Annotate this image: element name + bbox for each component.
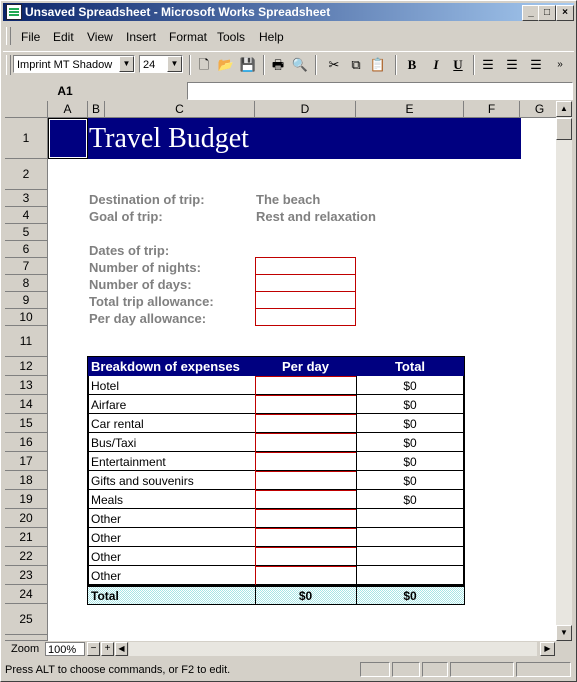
total-divider	[255, 585, 256, 604]
column-divider	[356, 414, 357, 433]
days-label: Number of days:	[89, 277, 192, 292]
row-header-7[interactable]: 7	[5, 258, 48, 275]
new-document-icon[interactable]: 🗋	[198, 57, 210, 72]
expense-item: Car rental	[91, 417, 144, 431]
column-header-a[interactable]: A	[48, 101, 88, 118]
per-day-input-cell[interactable]	[255, 395, 357, 415]
scroll-down-button[interactable]: ▼	[556, 625, 572, 641]
status-panel	[516, 662, 571, 677]
row-header-9[interactable]: 9	[5, 292, 48, 309]
cell-reference[interactable]: A1	[57, 84, 73, 98]
expense-item: Bus/Taxi	[91, 436, 137, 450]
row-header-18[interactable]: 18	[5, 471, 48, 490]
per-day-input-cell[interactable]	[255, 433, 357, 453]
expense-item: Other	[91, 512, 122, 526]
expense-item: Meals	[91, 493, 124, 507]
expense-total: $0	[403, 398, 417, 412]
status-panel	[392, 662, 420, 677]
window-title: Unsaved Spreadsheet - Microsoft Works Spreadsheet	[25, 5, 331, 19]
zoom-in-button[interactable]: +	[101, 642, 114, 656]
font-name-value: Imprint MT Shadow	[17, 59, 113, 71]
column-divider	[356, 509, 357, 528]
expense-item: Airfare	[91, 398, 127, 412]
expense-item: Entertainment	[91, 455, 166, 469]
per-day-input-cell[interactable]	[255, 452, 357, 472]
column-header-c[interactable]: C	[105, 101, 255, 118]
row-header-10[interactable]: 10	[5, 309, 48, 326]
destination-label: Destination of trip:	[89, 192, 205, 207]
row-header-12[interactable]: 12	[5, 357, 48, 376]
row-header-14[interactable]: 14	[5, 395, 48, 414]
row-header-20[interactable]: 20	[5, 509, 48, 528]
align-right-icon[interactable]: ☰	[530, 57, 542, 72]
zoom-label: Zoom	[11, 643, 40, 655]
zoom-out-button[interactable]: −	[87, 642, 100, 656]
column-divider	[356, 471, 357, 490]
align-center-icon[interactable]: ☰	[506, 57, 518, 72]
font-size-value: 24	[143, 59, 156, 71]
font-name-select[interactable]	[13, 55, 135, 73]
row-header-2[interactable]: 2	[5, 159, 48, 190]
goal-value[interactable]: Rest and relaxation	[256, 209, 376, 224]
row-header-8[interactable]: 8	[5, 275, 48, 292]
scroll-left-button[interactable]: ◀	[115, 642, 128, 656]
menu-insert[interactable]: Insert	[126, 30, 157, 44]
row-header-6[interactable]: 6	[5, 241, 48, 258]
status-text: Press ALT to choose commands, or F2 to edit.	[5, 664, 231, 676]
nights-input-cell[interactable]	[255, 257, 356, 275]
per-day-input-cell[interactable]	[255, 509, 357, 529]
column-divider	[356, 433, 357, 452]
sheet-title: Travel Budget	[89, 123, 249, 154]
row-header-23[interactable]: 23	[5, 566, 48, 585]
expense-total: $0	[403, 455, 417, 469]
horizontal-bar	[5, 641, 572, 658]
copy-icon[interactable]: ⧉	[351, 57, 361, 72]
status-bar	[2, 661, 573, 679]
menu-view[interactable]: View	[87, 30, 113, 44]
font-size-select[interactable]	[139, 55, 183, 73]
dates-label: Dates of trip:	[89, 243, 170, 258]
expense-item: Hotel	[91, 379, 120, 393]
zoom-value[interactable]: 100%	[45, 642, 85, 656]
spreadsheet-grid[interactable]	[5, 101, 556, 641]
expense-item: Gifts and souvenirs	[91, 474, 194, 488]
row-header-4[interactable]: 4	[5, 207, 48, 224]
row-header-22[interactable]: 22	[5, 547, 48, 566]
toolbar-separator	[189, 55, 191, 75]
vertical-scrollbar[interactable]	[556, 101, 572, 641]
status-panel	[360, 662, 390, 677]
per-day-input-cell[interactable]	[255, 547, 357, 567]
total-divider	[356, 585, 357, 604]
spreadsheet-app-icon[interactable]	[6, 4, 22, 20]
per-day-input-cell[interactable]	[255, 528, 357, 548]
row-header-21[interactable]: 21	[5, 528, 48, 547]
per-day-input-cell[interactable]	[255, 566, 357, 586]
toolbar-separator	[263, 55, 265, 75]
header-per-day: Per day	[282, 359, 329, 374]
toolbar-separator	[315, 55, 317, 75]
expense-total: $0	[403, 379, 417, 393]
menubar-grip	[6, 27, 11, 45]
underline-icon[interactable]: U	[453, 57, 463, 72]
column-divider	[356, 566, 357, 585]
column-divider	[356, 452, 357, 471]
column-divider	[356, 395, 357, 414]
align-left-icon[interactable]: ☰	[482, 57, 494, 72]
expense-total: $0	[403, 493, 417, 507]
open-folder-icon[interactable]: 📂	[217, 57, 235, 72]
expense-item: Other	[91, 569, 122, 583]
formula-bar	[3, 81, 574, 101]
expense-item: Other	[91, 550, 122, 564]
header-breakdown: Breakdown of expenses	[91, 359, 240, 374]
total-per-day: $0	[298, 589, 313, 603]
menu-tools[interactable]: Tools	[217, 30, 246, 44]
print-preview-icon[interactable]: 🔍	[291, 57, 309, 72]
menu-edit[interactable]: Edit	[53, 30, 74, 44]
nights-label: Number of nights:	[89, 260, 201, 275]
column-header-f[interactable]: F	[464, 101, 520, 118]
scroll-right-button[interactable]: ▶	[540, 642, 555, 656]
toolbar-grip	[6, 55, 11, 75]
column-header-d[interactable]: D	[255, 101, 356, 118]
print-icon[interactable]: 🖶	[271, 57, 285, 72]
chevron-down-icon[interactable]: ▼	[119, 56, 134, 72]
paste-icon[interactable]: 📋	[369, 57, 387, 72]
maximize-button[interactable]: □	[538, 5, 556, 21]
per-day-allowance-label: Per day allowance:	[89, 311, 207, 326]
row-header-3[interactable]: 3	[5, 190, 48, 207]
days-input-cell[interactable]	[255, 274, 356, 292]
row-header-24[interactable]: 24	[5, 585, 48, 604]
close-button[interactable]: ×	[556, 5, 574, 21]
per-day-input-cell[interactable]	[255, 471, 357, 491]
active-cell-a1[interactable]	[48, 118, 88, 159]
row-header-25[interactable]: 25	[5, 604, 48, 635]
expense-total: $0	[403, 436, 417, 450]
allowance-label: Total trip allowance:	[89, 294, 214, 309]
toolbar-separator	[395, 55, 397, 75]
menu-bar	[3, 25, 574, 47]
menu-file[interactable]: File	[21, 30, 41, 44]
allowance-input-cell[interactable]	[255, 291, 356, 309]
column-header-e[interactable]: E	[356, 101, 464, 118]
select-all-corner[interactable]	[5, 101, 48, 118]
formula-input[interactable]	[187, 82, 573, 100]
total-label: Total	[91, 589, 119, 603]
per-day-input-cell[interactable]	[255, 490, 357, 510]
column-divider	[356, 528, 357, 547]
row-header-16[interactable]: 16	[5, 433, 48, 452]
expense-total: $0	[403, 474, 417, 488]
horizontal-scroll-track[interactable]	[129, 642, 537, 656]
chevron-down-icon[interactable]: ▼	[167, 56, 182, 72]
row-header-15[interactable]: 15	[5, 414, 48, 433]
row-header-17[interactable]: 17	[5, 452, 48, 471]
column-divider	[356, 490, 357, 509]
toolbar-separator	[473, 55, 475, 75]
minimize-button[interactable]: _	[522, 5, 540, 21]
row-header-19[interactable]: 19	[5, 490, 48, 509]
header-total: Total	[394, 359, 426, 374]
menu-format[interactable]: Format	[169, 30, 208, 44]
row-header-11[interactable]: 11	[5, 326, 48, 357]
column-header-b[interactable]: B	[88, 101, 105, 118]
bold-icon[interactable]: B	[407, 57, 417, 72]
total-total: $0	[403, 589, 417, 603]
italic-icon[interactable]: I	[433, 57, 439, 72]
scroll-up-button[interactable]: ▲	[556, 101, 572, 117]
expense-item: Other	[91, 531, 122, 545]
per-day-allowance-input-cell[interactable]	[255, 308, 356, 326]
per-day-input-cell[interactable]	[255, 414, 357, 434]
row-header-13[interactable]: 13	[5, 376, 48, 395]
per-day-input-cell[interactable]	[255, 376, 357, 396]
column-divider	[356, 376, 357, 395]
row-header-5[interactable]: 5	[5, 224, 48, 241]
goal-label: Goal of trip:	[89, 209, 163, 224]
toolbar-overflow-icon[interactable]: »	[557, 59, 563, 70]
status-panel	[422, 662, 448, 677]
destination-value[interactable]: The beach	[256, 192, 321, 207]
toolbar	[3, 51, 574, 78]
row-header-1[interactable]: 1	[5, 118, 48, 159]
scroll-thumb[interactable]	[556, 118, 572, 140]
column-header-g[interactable]: G	[520, 101, 556, 118]
status-panel	[450, 662, 514, 677]
expense-total: $0	[403, 417, 417, 431]
cut-icon[interactable]: ✂	[328, 57, 340, 72]
menu-help[interactable]: Help	[259, 30, 284, 44]
title-bar[interactable]	[3, 3, 574, 21]
save-icon[interactable]: 💾	[239, 57, 257, 72]
column-divider	[356, 547, 357, 566]
